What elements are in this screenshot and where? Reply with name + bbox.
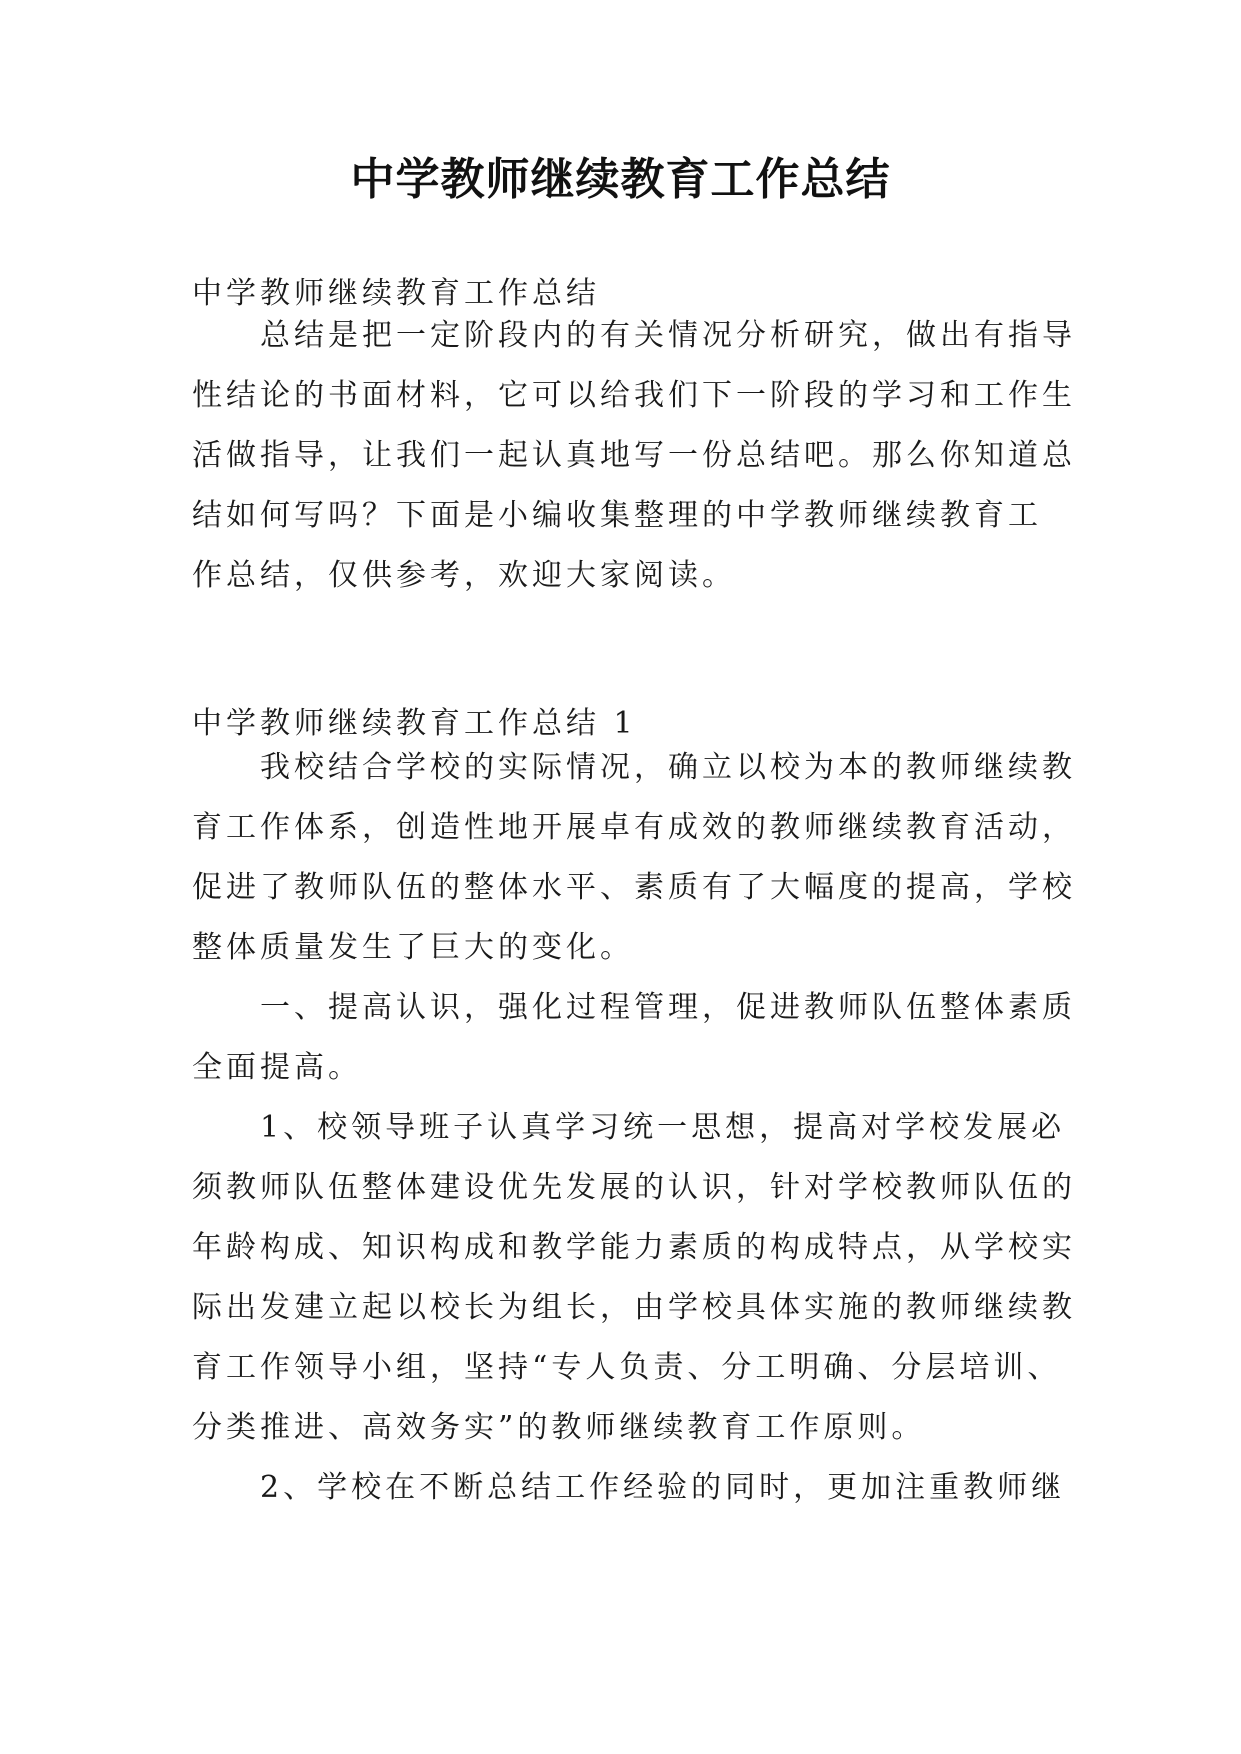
intro-paragraph — [192, 306, 1076, 606]
section1-line: 2、学校在不断总结工作经验的同时，更加注重教师继 — [192, 1470, 1066, 1505]
document-title: 中学教师继续教育工作总结 — [350, 154, 891, 205]
section1-line: 须教师队伍整体建设优先发展的认识，针对学校教师队伍的 — [192, 1170, 1076, 1205]
intro-line: 活做指导，让我们一起认真地写一份总结吧。那么你知道总 — [192, 438, 1076, 473]
section1-line: 分类推进、高效务实”的教师继续教育工作原则。 — [192, 1410, 926, 1445]
intro-line: 总结是把一定阶段内的有关情况分析研究，做出有指导 — [192, 318, 1076, 353]
section1-line: 际出发建立起以校长为组长，由学校具体实施的教师继续教 — [192, 1290, 1076, 1325]
section1-body — [192, 738, 1076, 1518]
section1-line: 育工作领导小组，坚持“专人负责、分工明确、分层培训、 — [192, 1350, 1062, 1385]
section1-line: 整体质量发生了巨大的变化。 — [192, 930, 634, 965]
section1-line: 育工作体系，创造性地开展卓有成效的教师继续教育活动， — [192, 810, 1076, 845]
section1-line: 促进了教师队伍的整体水平、素质有了大幅度的提高，学校 — [192, 870, 1076, 905]
subtitle: 中学教师继续教育工作总结 — [192, 276, 600, 311]
section1-line: 我校结合学校的实际情况，确立以校为本的教师继续教 — [192, 750, 1076, 785]
section1-line: 1、校领导班子认真学习统一思想，提高对学校发展必 — [192, 1110, 1066, 1145]
section1-line: 年龄构成、知识构成和教学能力素质的构成特点，从学校实 — [192, 1230, 1076, 1265]
intro-line: 作总结，仅供参考，欢迎大家阅读。 — [192, 558, 736, 593]
section1-line: 一、提高认识，强化过程管理，促进教师队伍整体素质 — [192, 990, 1076, 1025]
intro-line: 性结论的书面材料，它可以给我们下一阶段的学习和工作生 — [192, 378, 1076, 413]
section1-line: 全面提高。 — [192, 1050, 362, 1085]
intro-line: 结如何写吗？下面是小编收集整理的中学教师继续教育工 — [192, 498, 1042, 533]
section-heading: 中学教师继续教育工作总结 1 — [192, 706, 637, 741]
